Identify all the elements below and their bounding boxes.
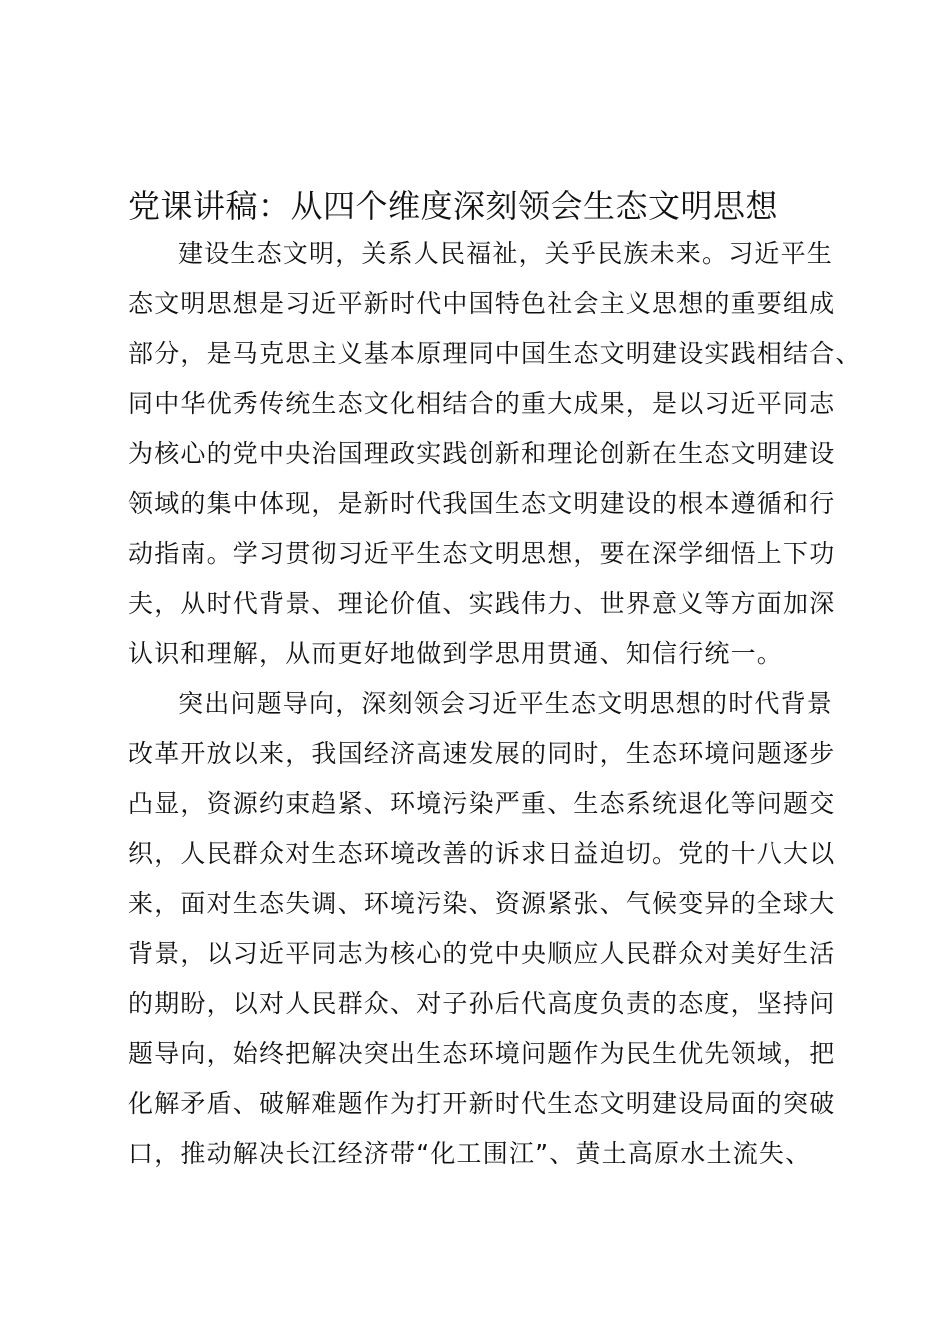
paragraph-1-line-8: 夫，从时代背景、理论价值、实践伟力、世界意义等方面加深 (128, 589, 836, 618)
paragraph-1-line-9: 认识和理解，从而更好地做到学思用贯通、知信行统一。 (128, 639, 784, 668)
paragraph-1-line-6: 领域的集中体现，是新时代我国生态文明建设的根本遵循和行 (128, 489, 836, 518)
paragraph-2-line-9: 化解矛盾、破解难题作为打开新时代生态文明建设局面的突破 (128, 1089, 836, 1118)
paragraph-2-line-2: 改革开放以来，我国经济高速发展的同时，生态环境问题逐步 (128, 739, 836, 768)
paragraph-2-line-8: 题导向，始终把解决突出生态环境问题作为民生优先领域，把 (128, 1039, 836, 1068)
paragraph-2-line-10: 口，推动解决长江经济带“化工围江”、黄土高原水土流失、 (128, 1139, 812, 1168)
paragraph-1-line-3: 部分，是马克思主义基本原理同中国生态文明建设实践相结合、 (128, 339, 862, 368)
document-title: 党课讲稿：从四个维度深刻领会生态文明思想 (128, 187, 779, 225)
paragraph-1-line-7: 动指南。学习贯彻习近平生态文明思想，要在深学细悟上下功 (128, 539, 836, 568)
paragraph-2-line-7: 的期盼，以对人民群众、对子孙后代高度负责的态度，坚持问 (128, 989, 836, 1018)
paragraph-1-line-2: 态文明思想是习近平新时代中国特色社会主义思想的重要组成 (128, 289, 836, 318)
paragraph-2-line-6: 背景，以习近平同志为核心的党中央顺应人民群众对美好生活 (128, 939, 836, 968)
paragraph-1-line-4: 同中华优秀传统生态文化相结合的重大成果，是以习近平同志 (128, 389, 836, 418)
paragraph-2-line-5: 来，面对生态失调、环境污染、资源紧张、气候变异的全球大 (128, 889, 836, 918)
paragraph-2-line-3: 凸显，资源约束趋紧、环境污染严重、生态系统退化等问题交 (128, 789, 836, 818)
paragraph-1-line-1: 建设生态文明，关系人民福祉，关乎民族未来。习近平生 (178, 239, 834, 268)
paragraph-2-line-1: 突出问题导向，深刻领会习近平生态文明思想的时代背景 (178, 689, 834, 718)
paragraph-1-line-5: 为核心的党中央治国理政实践创新和理论创新在生态文明建设 (128, 439, 836, 468)
paragraph-2-line-4: 织，人民群众对生态环境改善的诉求日益迫切。党的十八大以 (128, 839, 836, 868)
